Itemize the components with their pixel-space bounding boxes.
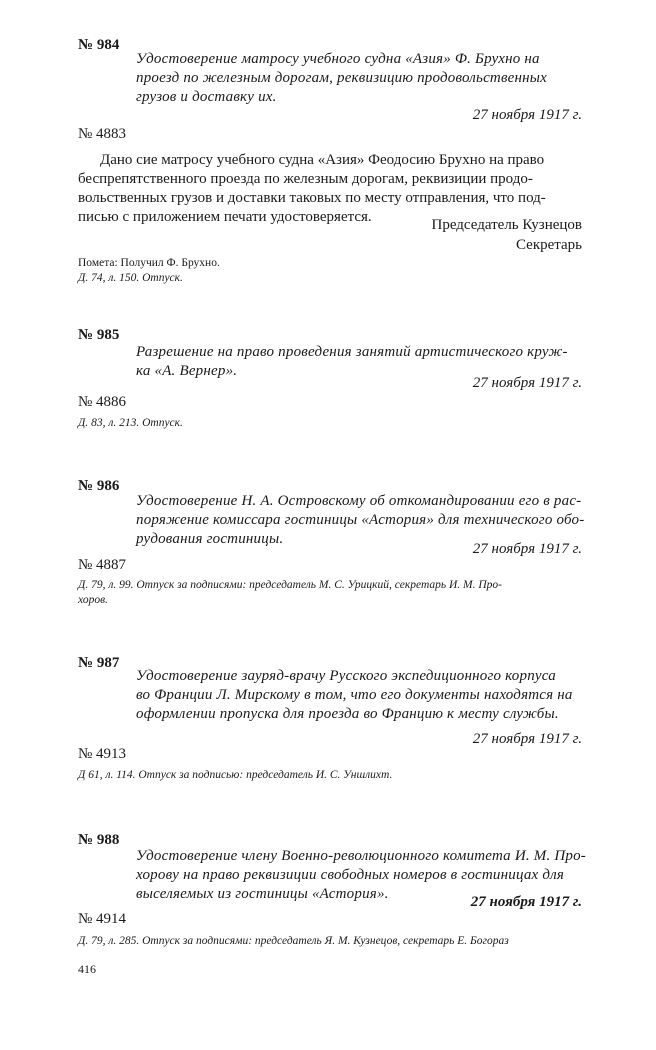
signature-chairman: Председатель Кузнецов	[431, 217, 582, 233]
heading-line: во Франции Л. Мирскому в том, что его документы находятся на	[136, 687, 573, 703]
heading-line: Удостоверение члену Военно-революционного комитета И. М. Про-	[136, 848, 586, 864]
note-line: хоров.	[78, 594, 108, 606]
document-number: № 986	[78, 478, 120, 494]
note-line: Д. 79, л. 99. Отпуск за подписями: председатель М. С. Урицкий, секретарь И. М. Про-	[78, 579, 503, 591]
archive-note	[78, 416, 183, 431]
document-date: 27 ноября 1917 г.	[472, 541, 582, 557]
archive-note	[78, 578, 622, 608]
body-line: вольственных грузов и доставки таковых по месту отправления, что под-	[78, 190, 546, 206]
heading-line: ка «А. Вернер».	[136, 363, 238, 379]
document-date: 27 ноября 1917 г.	[472, 375, 582, 391]
heading-line: выселяемых из гостиницы «Астория».	[136, 886, 389, 902]
note-line: Д. 74, л. 150. Отпуск.	[78, 272, 183, 284]
archive-note	[78, 934, 638, 949]
note-line: Помета: Получил Ф. Брухно.	[78, 257, 220, 269]
page-number: 416	[78, 962, 96, 976]
note-line: Д 61, л. 114. Отпуск за подписью: председатель И. С. Уншлихт.	[78, 769, 393, 781]
heading-line: рудования гостиницы.	[136, 531, 284, 547]
registration-number: № 4913	[78, 746, 127, 762]
note-line: Д. 83, л. 213. Отпуск.	[78, 417, 183, 429]
heading-line: Удостоверение зауряд-врачу Русского экспедиционного корпуса	[136, 668, 556, 684]
registration-number: № 4886	[78, 394, 127, 410]
document-number: № 988	[78, 832, 120, 848]
document-heading	[136, 667, 622, 724]
heading-line: Разрешение на право проведения занятий артистического круж-	[136, 344, 568, 360]
body-line: Дано сие матросу учебного судна «Азия» Феодосию Брухно на право	[100, 152, 545, 168]
document-date: 27 ноября 1917 г.	[470, 894, 582, 910]
document-heading	[136, 50, 622, 107]
heading-line: Удостоверение Н. А. Островскому об откомандировании его в рас-	[136, 493, 582, 509]
registration-number: № 4883	[78, 126, 127, 142]
document-body	[78, 151, 622, 227]
note-line: Д. 79, л. 285. Отпуск за подписями: председатель Я. М. Кузнецов, секретарь Е. Богораз	[78, 935, 509, 947]
heading-line: грузов и доставку их.	[136, 89, 277, 105]
registration-number: № 4887	[78, 557, 127, 573]
heading-line: хорову на право реквизиции свободных номеров в гостиницах для	[136, 867, 565, 883]
heading-line: проезд по железным дорогам, реквизицию продовольственных	[136, 70, 548, 86]
document-date: 27 ноября 1917 г.	[472, 107, 582, 123]
body-line: писью с приложением печати удостоверяется.	[78, 209, 372, 225]
archive-note	[78, 256, 220, 286]
heading-line: поряжение комиссара гостиницы «Астория» для технического обо-	[136, 512, 585, 528]
document-date: 27 ноября 1917 г.	[472, 731, 582, 747]
document-number: № 984	[78, 37, 120, 53]
body-line: беспрепятственного проезда по железным дорогам, реквизиции продо-	[78, 171, 533, 187]
heading-line: Удостоверение матросу учебного судна «Азия» Ф. Брухно на	[136, 51, 540, 67]
archive-note	[78, 768, 392, 783]
signature-secretary: Секретарь	[515, 237, 582, 253]
heading-line: оформлении пропуска для проезда во Францию к месту службы.	[136, 706, 559, 722]
document-number: № 987	[78, 655, 120, 671]
registration-number: № 4914	[78, 911, 127, 927]
document-number: № 985	[78, 327, 120, 343]
